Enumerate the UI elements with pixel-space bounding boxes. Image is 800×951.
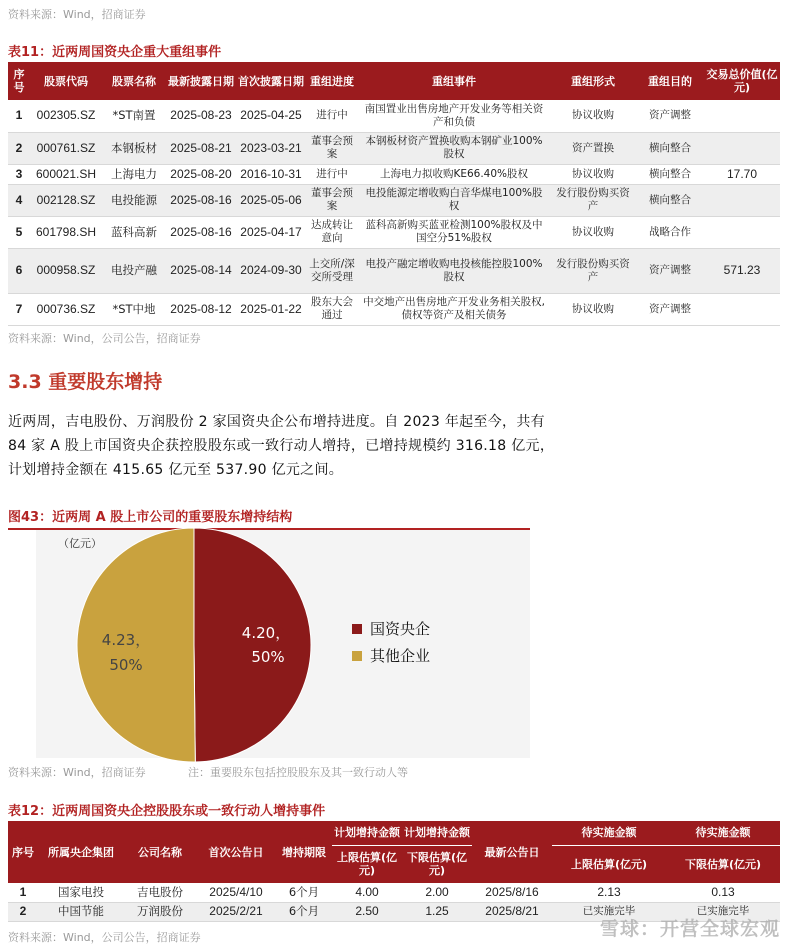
pie-label-other-pct: 50% [109, 656, 143, 674]
figure43-source: 资料来源：Wind，招商证券 [8, 766, 146, 779]
cell-progress: 进行中 [316, 109, 348, 122]
cell-first: 2024-09-30 [236, 248, 306, 293]
th12-period: 增持期限 [276, 821, 332, 883]
cell-form: 协议收购 [572, 167, 614, 180]
watermark: 雪球：开营全球宏观 [599, 918, 780, 940]
cell-seq: 6 [8, 248, 30, 293]
th12-plan-lower: 下限估算(亿元) [402, 845, 472, 883]
figure43-title: 图43：近两周 A 股上市公司的重要股东增持结构 [8, 506, 530, 530]
cell-todo-upper: 2.13 [597, 884, 621, 899]
cell-latest: 2025-08-12 [170, 301, 232, 316]
cell-purpose: 战略合作 [649, 225, 691, 238]
th12-todo-upper: 上限估算(亿元) [552, 845, 666, 883]
cell-first-date: 2025/4/10 [209, 884, 263, 899]
cell-name: *ST中地 [112, 301, 156, 316]
cell-event: 本钢板材资产置换收购本钢矿业100%股权 [358, 132, 550, 164]
cell-period: 6个月 [276, 902, 332, 921]
cell-latest: 2025-08-16 [170, 224, 232, 239]
th12-seq: 序号 [8, 821, 38, 883]
cell-seq: 4 [8, 184, 30, 216]
cell-name: 蓝科高新 [111, 224, 157, 239]
cell-code: 601798.SH [35, 224, 97, 239]
cell-upper: 2.50 [332, 902, 402, 921]
cell-code: 000761.SZ [30, 132, 102, 164]
section-paragraph: 近两周，吉电股份、万润股份 2 家国资央企公布增持进度。自 2023 年起至今，共有 84 家 A 股上市国资央企获控股股东或一致行动人增持，已增持规模约 316.18 亿元，计划增持金额在 415.65 亿元至 537.90 亿元之间。 [8, 414, 555, 478]
cell-purpose: 资产调整 [636, 248, 704, 293]
cell-form: 协议收购 [572, 225, 614, 238]
th12-plan-a: 计划增持金额 [332, 821, 402, 845]
cell-latest: 2025-08-20 [170, 166, 232, 181]
cell-first-date: 2025/2/21 [196, 902, 276, 921]
table11-title: 表11：近两周国资央企重大重组事件 [8, 41, 780, 65]
cell-name: 电投产融 [102, 248, 166, 293]
cell-progress: 上交所/深交所受理 [306, 248, 358, 293]
cell-code: 002305.SZ [36, 108, 96, 123]
cell-first: 2025-05-06 [236, 184, 306, 216]
legend-label-other: 其他企业 [370, 647, 431, 665]
cell-seq: 1 [19, 884, 27, 899]
cell-purpose: 横向整合 [636, 132, 704, 164]
th-event: 重组事件 [358, 62, 550, 100]
cell-latest: 2025-08-21 [166, 132, 236, 164]
th12-latest: 最新公告日 [472, 821, 552, 883]
th-latest-date: 最新披露日期 [166, 62, 236, 100]
legend-swatch-other [352, 651, 362, 661]
pie-label-soe-pct: 50% [251, 648, 285, 666]
cell-lower: 1.25 [402, 902, 472, 921]
cell-seq: 5 [15, 224, 23, 239]
cell-company: 万润股份 [124, 902, 196, 921]
cell-name: 电投能源 [102, 184, 166, 216]
cell-progress: 董事会预案 [306, 132, 358, 164]
cell-latest: 2025-08-14 [166, 248, 236, 293]
cell-seq: 2 [8, 902, 38, 921]
legend-label-soe: 国资央企 [370, 620, 431, 638]
cell-first: 2025-04-17 [240, 224, 302, 239]
cell-code: 000736.SZ [36, 301, 96, 316]
cell-first: 2025-01-22 [240, 301, 302, 316]
pie-slice-soe [194, 528, 311, 762]
cell-name: *ST南置 [112, 108, 156, 123]
cell-seq: 3 [15, 166, 23, 181]
table12-title: 表12：近两周国资央企控股股东或一致行动人增持事件 [8, 800, 780, 824]
legend-swatch-soe [352, 624, 362, 634]
cell-upper: 4.00 [355, 884, 379, 899]
legend-item-soe [352, 618, 430, 639]
cell-seq: 7 [15, 301, 23, 316]
cell-code: 000958.SZ [30, 248, 102, 293]
th-progress: 重组进度 [306, 62, 358, 100]
cell-event: 南国置业出售房地产开发业务等相关资产和负债 [364, 102, 544, 128]
cell-todo-lower: 0.13 [711, 884, 735, 899]
th-name: 股票名称 [102, 62, 166, 100]
th12-first-date: 首次公告日 [196, 821, 276, 883]
pie-label-other-value: 4.23， [101, 631, 151, 649]
cell-event: 中交地产出售房地产开发业务相关股权,债权等资产及相关债务 [363, 296, 545, 321]
cell-latest: 2025/8/21 [472, 902, 552, 921]
cell-todo-upper: 已实施完毕 [552, 902, 666, 921]
cell-purpose: 资产调整 [649, 109, 691, 122]
th12-group: 所属央企集团 [38, 821, 124, 883]
cell-group: 国家电投 [58, 884, 104, 899]
th12-todo-a: 待实施金额 [552, 821, 666, 845]
cell-todo-lower: 已实施完毕 [666, 902, 780, 921]
cell-latest: 2025-08-16 [166, 184, 236, 216]
cell-purpose: 横向整合 [649, 167, 691, 180]
cell-form: 发行股份购买资产 [550, 248, 636, 293]
cell-value: 571.23 [704, 248, 780, 293]
cell-progress: 进行中 [316, 167, 348, 180]
source-note-top: 资料来源：Wind，招商证券 [8, 8, 146, 21]
cell-purpose: 横向整合 [636, 184, 704, 216]
chart-unit: （亿元） [58, 537, 102, 550]
cell-first: 2023-03-21 [236, 132, 306, 164]
cell-event: 电投能源定增收购白音华煤电100%股权 [358, 184, 550, 216]
cell-seq: 2 [8, 132, 30, 164]
cell-group: 中国节能 [38, 902, 124, 921]
cell-code: 002128.SZ [30, 184, 102, 216]
cell-progress: 董事会预案 [306, 184, 358, 216]
cell-code: 600021.SH [35, 166, 97, 181]
section-heading: 3.3 重要股东增持 [8, 371, 163, 393]
cell-form: 发行股份购买资产 [550, 184, 636, 216]
th12-todo-b: 待实施金额 [666, 821, 780, 845]
th-value: 交易总价值(亿元) [704, 62, 780, 100]
table11-source: 资料来源：Wind，公司公告，招商证券 [8, 332, 201, 345]
cell-event: 上海电力拟收购KE66.40%股权 [379, 167, 529, 180]
cell-form: 协议收购 [572, 302, 614, 315]
th12-plan-b: 计划增持金额 [402, 821, 472, 845]
cell-first: 2016-10-31 [240, 166, 302, 181]
cell-form: 协议收购 [572, 109, 614, 122]
th12-plan-upper: 上限估算(亿元) [332, 845, 402, 883]
cell-period: 6个月 [288, 884, 320, 899]
cell-latest: 2025-08-23 [170, 108, 232, 123]
cell-first: 2025-04-25 [240, 108, 302, 123]
cell-lower: 2.00 [425, 884, 449, 899]
figure43-note: 注：重要股东包括控股股东及其一致行动人等 [188, 766, 408, 779]
cell-progress: 股东大会通过 [311, 296, 353, 321]
cell-latest: 2025/8/16 [485, 884, 539, 899]
th-form: 重组形式 [550, 62, 636, 100]
th-code: 股票代码 [30, 62, 102, 100]
cell-form: 资产置换 [550, 132, 636, 164]
cell-seq: 1 [15, 108, 23, 123]
cell-progress: 达成转让意向 [311, 219, 353, 244]
cell-value: 17.70 [726, 166, 758, 181]
th-seq: 序号 [8, 62, 30, 100]
th-first-date: 首次披露日期 [236, 62, 306, 100]
cell-name: 上海电力 [111, 166, 157, 181]
cell-company: 吉电股份 [137, 884, 183, 899]
table-row [8, 883, 780, 902]
th-purpose: 重组目的 [636, 62, 704, 100]
cell-purpose: 资产调整 [649, 302, 691, 315]
th12-company: 公司名称 [124, 821, 196, 883]
legend-item-other [352, 645, 430, 666]
cell-event: 电投产融定增收购电投核能控股100%股权 [358, 248, 550, 293]
table12-source: 资料来源：Wind，公司公告，招商证券 [8, 931, 201, 944]
cell-name: 本钢板材 [102, 132, 166, 164]
table12 [8, 821, 780, 922]
th12-todo-lower: 下限估算(亿元) [666, 845, 780, 883]
pie-label-soe-value: 4.20， [241, 624, 291, 642]
cell-event: 蓝科高新购买蓝亚检测100%股权及中国空分51%股权 [365, 219, 543, 244]
